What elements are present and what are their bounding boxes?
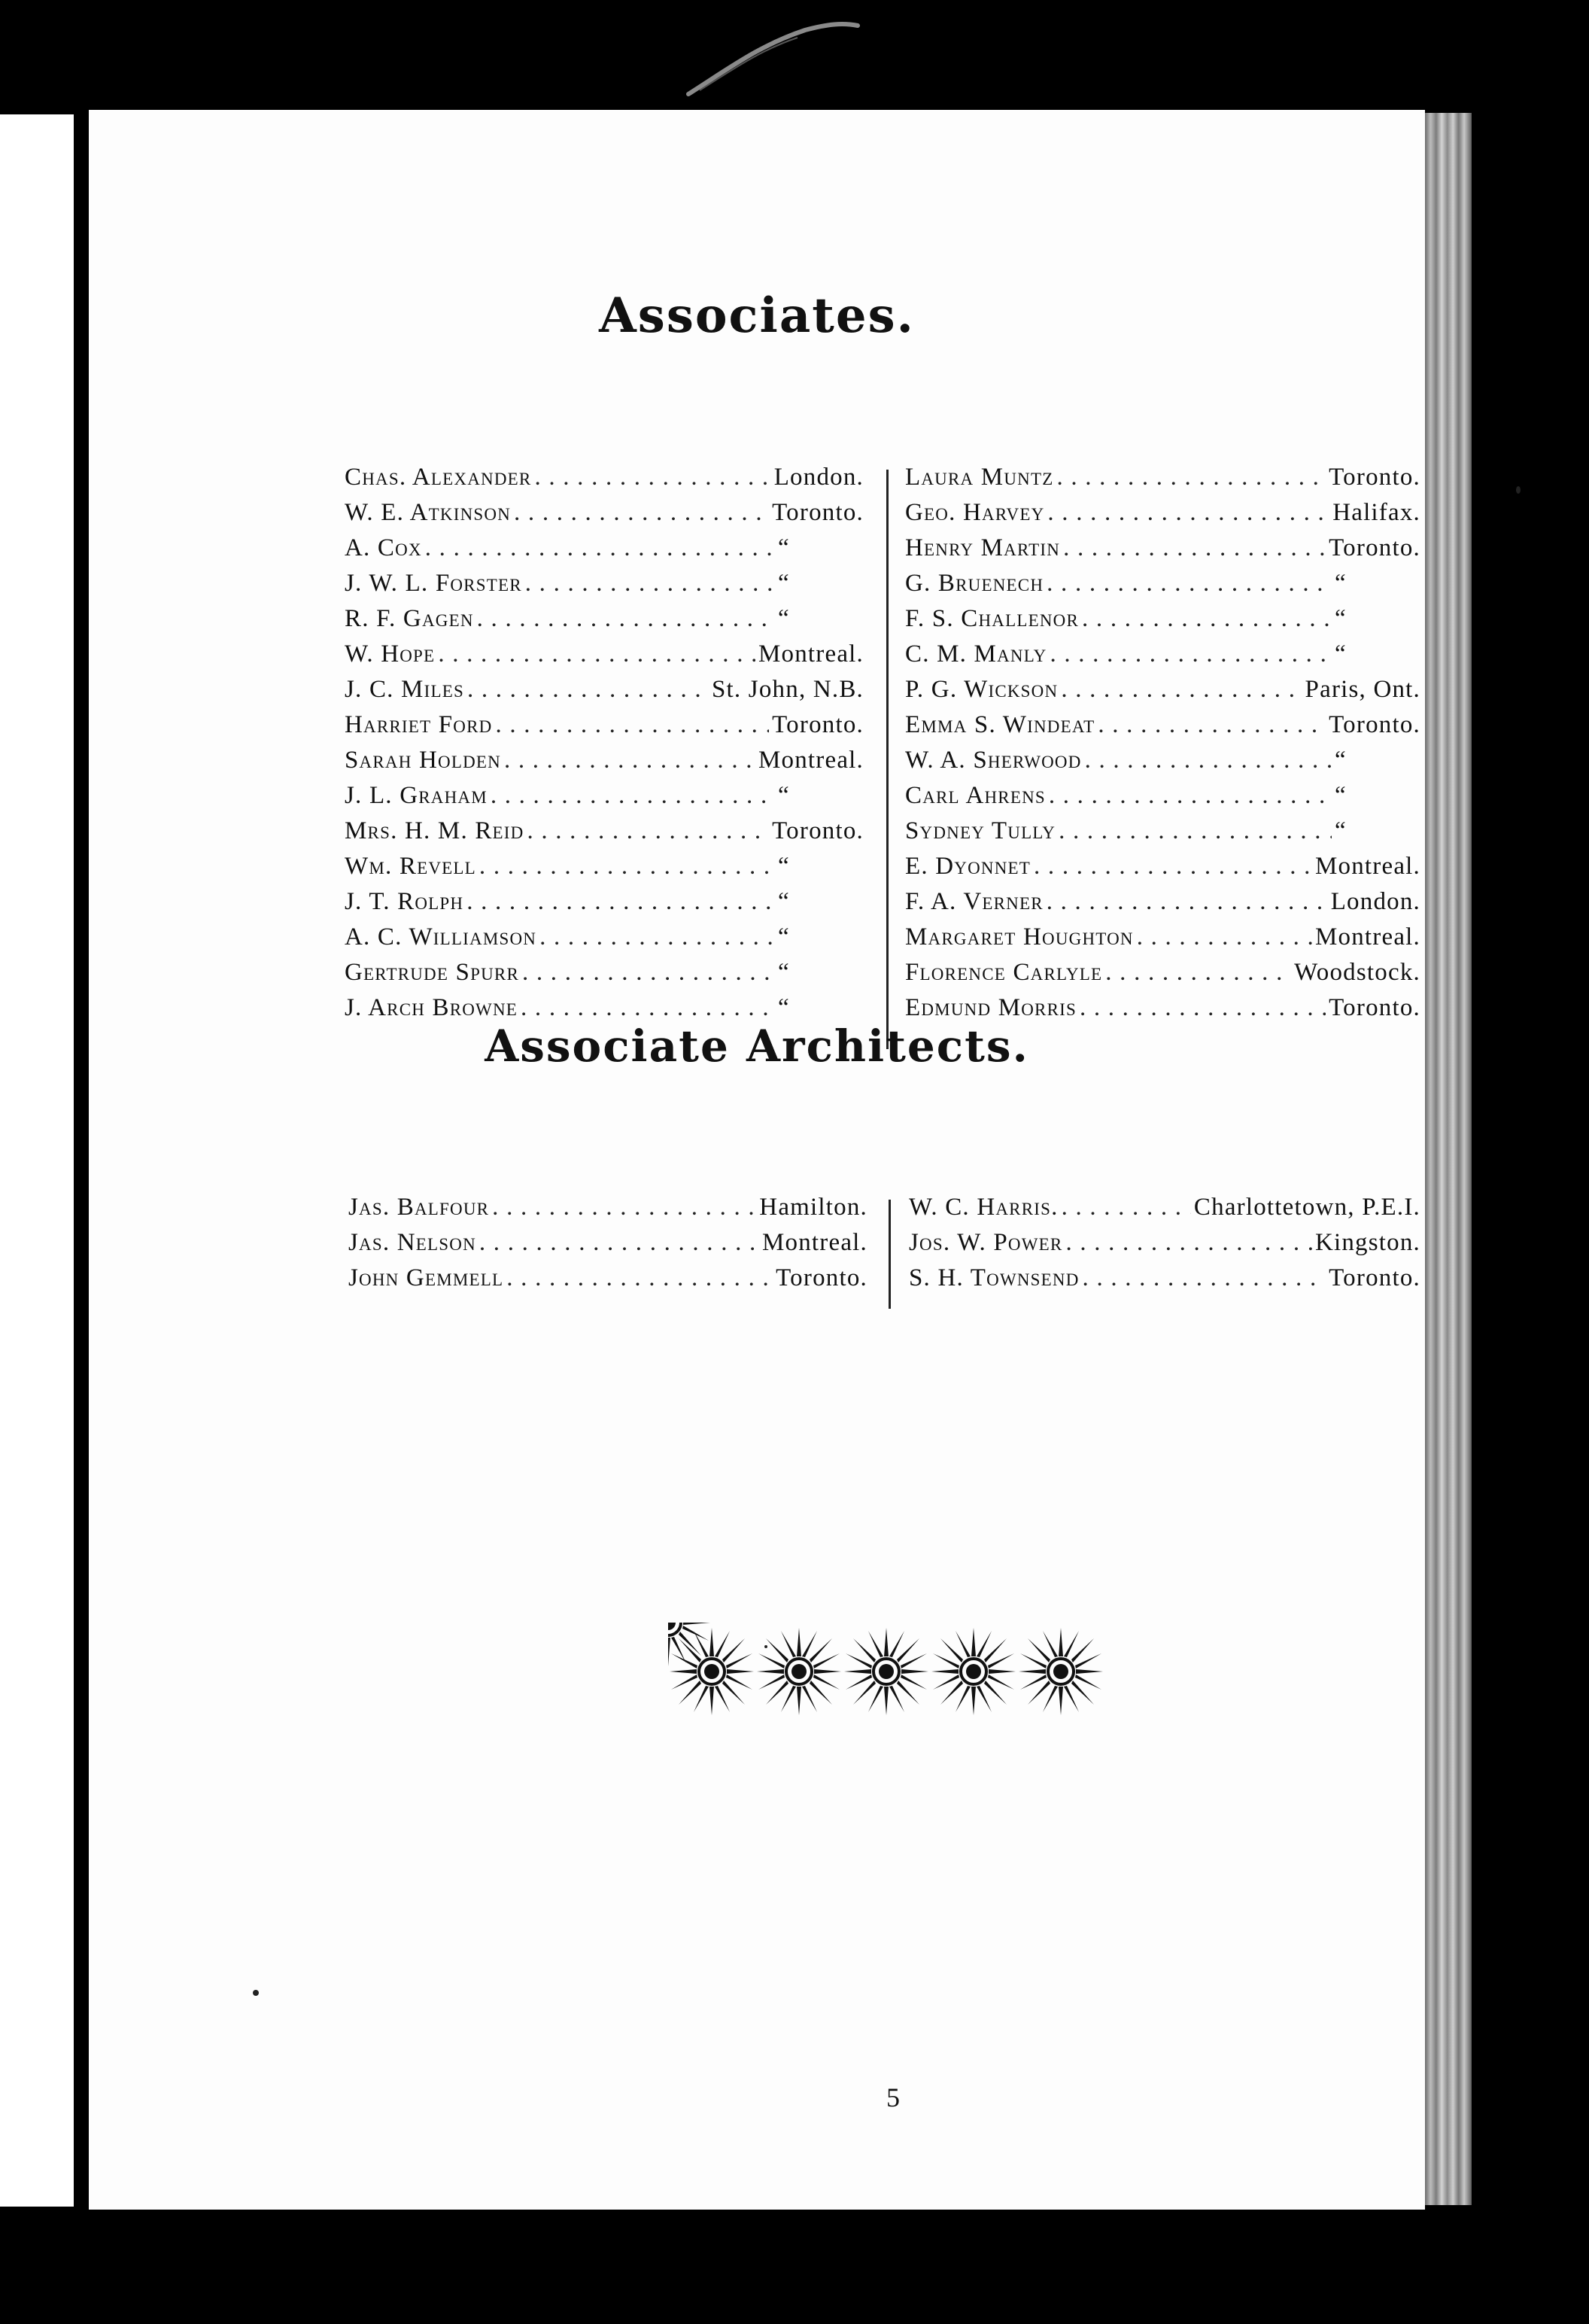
member-city: “ <box>778 570 790 597</box>
ink-speck <box>253 1990 259 1996</box>
member-city: Montreal. <box>1314 923 1420 951</box>
member-city: “ <box>1335 570 1347 597</box>
dot-leader <box>495 711 769 739</box>
member-city: Kingston. <box>1314 1229 1420 1256</box>
member-entry <box>345 464 864 499</box>
column-divider <box>886 470 889 1049</box>
member-city: Halifax. <box>1332 499 1420 526</box>
dot-leader <box>1061 676 1302 704</box>
member-city: Toronto. <box>772 499 864 526</box>
page <box>89 110 1425 2210</box>
dot-leader <box>539 923 775 951</box>
dot-leader <box>1047 499 1329 527</box>
facing-page <box>0 114 74 2207</box>
member-entry <box>905 464 1420 499</box>
member-name: Jos. W. Power <box>909 1229 1063 1256</box>
member-city: Hamilton. <box>759 1194 867 1221</box>
page-number: 5 <box>886 2082 900 2113</box>
dot-leader <box>514 499 769 527</box>
dot-leader <box>477 605 775 633</box>
member-city: London. <box>773 464 864 491</box>
member-entry <box>345 888 864 923</box>
member-entry <box>345 605 864 640</box>
dot-leader <box>491 782 775 810</box>
member-name: Jas. Balfour <box>348 1194 490 1221</box>
member-entry <box>905 888 1420 923</box>
page-edges <box>1425 113 1472 2205</box>
member-name: Laura Muntz <box>905 464 1054 491</box>
member-name: Jas. Nelson <box>348 1229 476 1256</box>
member-name: Henry Martin <box>905 534 1061 561</box>
member-entry <box>905 534 1420 570</box>
member-name: Sarah Holden <box>345 747 501 774</box>
member-entry <box>905 711 1420 747</box>
dot-leader <box>506 1264 773 1292</box>
column-divider <box>889 1200 891 1309</box>
dot-leader <box>1082 605 1332 633</box>
member-name: R. F. Gagen <box>345 605 474 632</box>
member-entry <box>345 747 864 782</box>
member-city: Montreal. <box>758 747 864 774</box>
member-name: P. G. Wickson <box>905 676 1059 703</box>
member-entry <box>905 676 1420 711</box>
member-entry <box>905 853 1420 888</box>
member-entry <box>345 570 864 605</box>
gutter <box>74 114 89 2207</box>
member-entry <box>348 1229 867 1264</box>
dot-leader <box>1098 711 1326 739</box>
dot-leader <box>1063 534 1326 562</box>
dot-leader <box>492 1194 756 1221</box>
member-entry <box>348 1264 867 1300</box>
sunburst-ornament <box>668 1623 1104 1720</box>
dot-leader <box>1050 640 1332 668</box>
member-name: W. E. Atkinson <box>345 499 512 526</box>
member-entry <box>345 711 864 747</box>
member-city: “ <box>1335 640 1347 668</box>
member-city: St. John, N.B. <box>711 676 864 703</box>
member-city: “ <box>1335 605 1347 632</box>
member-entry <box>905 817 1420 853</box>
dot-leader <box>1085 747 1332 774</box>
member-entry <box>345 640 864 676</box>
dot-leader <box>1062 1194 1191 1221</box>
member-entry <box>345 499 864 534</box>
ink-speck <box>1516 486 1521 494</box>
dot-leader <box>438 640 755 668</box>
member-city: “ <box>1335 817 1347 844</box>
member-city: Woodstock. <box>1294 959 1420 986</box>
member-entry <box>905 959 1420 994</box>
dot-leader <box>1105 959 1291 987</box>
dot-leader <box>1080 994 1326 1022</box>
member-name: Emma S. Windeat <box>905 711 1095 738</box>
member-city: Toronto. <box>776 1264 867 1291</box>
member-city: Montreal. <box>758 640 864 668</box>
dot-leader <box>521 994 775 1022</box>
member-name: A. Cox <box>345 534 422 561</box>
member-entry <box>909 1229 1420 1264</box>
member-name: W. C. Harris. <box>909 1194 1059 1221</box>
member-name: John Gemmell <box>348 1264 504 1291</box>
member-entry <box>905 640 1420 676</box>
member-city: Toronto. <box>1329 534 1420 561</box>
member-name: Wm. Revell <box>345 853 476 880</box>
dot-leader <box>1056 464 1326 491</box>
member-name: Geo. Harvey <box>905 499 1045 526</box>
member-entry <box>909 1194 1420 1229</box>
member-entry <box>345 959 864 994</box>
member-city: “ <box>778 605 790 632</box>
member-entry <box>345 923 864 959</box>
member-city: Montreal. <box>761 1229 867 1256</box>
associates-left-column <box>345 464 864 1030</box>
member-name: F. A. Verner <box>905 888 1044 915</box>
member-name: Carl Ahrens <box>905 782 1046 809</box>
associates-heading: Associates. <box>599 287 915 344</box>
member-name: A. C. Williamson <box>345 923 537 951</box>
member-name: E. Dyonnet <box>905 853 1031 880</box>
member-city: Montreal. <box>1314 853 1420 880</box>
member-city: “ <box>778 994 790 1021</box>
member-city: Toronto. <box>772 817 864 844</box>
member-entry <box>905 923 1420 959</box>
member-name: S. H. Townsend <box>909 1264 1080 1291</box>
member-city: “ <box>778 923 790 951</box>
dot-leader <box>1083 1264 1326 1292</box>
member-entry <box>345 782 864 817</box>
member-entry <box>348 1194 867 1229</box>
member-name: J. W. L. Forster <box>345 570 522 597</box>
member-city: Toronto. <box>772 711 864 738</box>
dot-leader <box>479 853 775 881</box>
member-entry <box>345 676 864 711</box>
dot-leader <box>425 534 775 562</box>
architects-left-column <box>348 1194 867 1300</box>
member-name: Edmund Morris <box>905 994 1077 1021</box>
member-city: Toronto. <box>1329 464 1420 491</box>
member-name: C. M. Manly <box>905 640 1047 668</box>
member-city: Charlottetown, P.E.I. <box>1193 1194 1420 1221</box>
member-entry <box>345 853 864 888</box>
dot-leader <box>1047 888 1328 916</box>
dot-leader <box>479 1229 759 1257</box>
member-city: Toronto. <box>1329 711 1420 738</box>
member-city: “ <box>778 782 790 809</box>
member-name: F. S. Challenor <box>905 605 1080 632</box>
dot-leader <box>1047 570 1332 598</box>
dot-leader <box>525 570 775 598</box>
dot-leader <box>1049 782 1332 810</box>
member-name: Mrs. H. M. Reid <box>345 817 524 844</box>
member-entry <box>905 782 1420 817</box>
dot-leader <box>527 817 769 845</box>
member-name: J. T. Rolph <box>345 888 464 915</box>
member-entry <box>909 1264 1420 1300</box>
member-name: J. Arch Browne <box>345 994 518 1021</box>
member-name: Florence Carlyle <box>905 959 1103 986</box>
member-name: G. Bruenech <box>905 570 1044 597</box>
architects-heading: Associate Architects. <box>485 1021 1029 1072</box>
member-name: Harriet Ford <box>345 711 493 738</box>
member-city: “ <box>778 888 790 915</box>
member-city: “ <box>1335 782 1347 809</box>
member-name: Chas. Alexander <box>345 464 532 491</box>
dot-leader <box>534 464 770 491</box>
member-city: London. <box>1330 888 1420 915</box>
member-name: Sydney Tully <box>905 817 1056 844</box>
dot-leader <box>1059 817 1332 845</box>
ink-speck <box>764 1645 767 1648</box>
dot-leader <box>522 959 775 987</box>
member-entry <box>345 817 864 853</box>
member-name: W. A. Sherwood <box>905 747 1082 774</box>
member-name: Gertrude Spurr <box>345 959 519 986</box>
member-city: “ <box>778 853 790 880</box>
member-name: J. L. Graham <box>345 782 488 809</box>
dot-leader <box>1034 853 1312 881</box>
dot-leader <box>504 747 755 774</box>
ribbon-marker <box>685 15 865 98</box>
dot-leader <box>466 888 775 916</box>
member-name: Margaret Houghton <box>905 923 1134 951</box>
member-entry <box>905 499 1420 534</box>
member-entry <box>905 605 1420 640</box>
member-city: “ <box>778 959 790 986</box>
dot-leader <box>467 676 709 704</box>
member-entry <box>905 747 1420 782</box>
architects-right-column <box>909 1194 1420 1300</box>
associates-right-column <box>905 464 1420 1030</box>
member-name: J. C. Miles <box>345 676 464 703</box>
member-city: Toronto. <box>1329 994 1420 1021</box>
member-city: Toronto. <box>1329 1264 1420 1291</box>
dot-leader <box>1065 1229 1312 1257</box>
member-city: “ <box>778 534 790 561</box>
dot-leader <box>1137 923 1312 951</box>
member-entry <box>345 534 864 570</box>
member-name: W. Hope <box>345 640 436 668</box>
member-entry <box>905 570 1420 605</box>
member-city: Paris, Ont. <box>1305 676 1420 703</box>
member-city: “ <box>1335 747 1347 774</box>
